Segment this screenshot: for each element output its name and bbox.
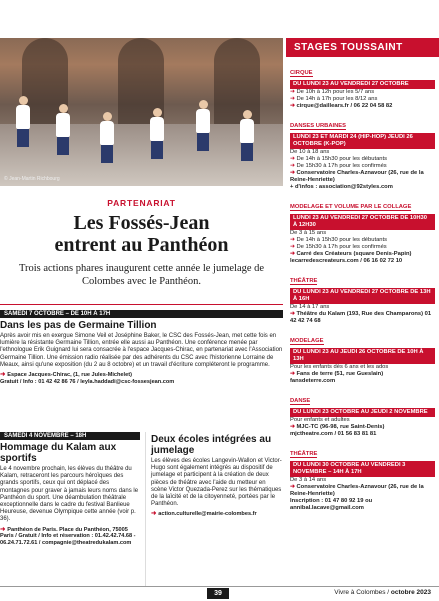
arrow-icon: ➜ bbox=[290, 424, 297, 430]
arrow-icon: ➜ bbox=[290, 89, 297, 95]
arrow-icon: ➜ bbox=[290, 311, 297, 317]
event-body: Après avoir mis en exergue Simone Veil et Joséphine Baker, le CSC des Fossés-Jean, met cette fois en lumière la résistante Germaine Tillion, entrée elle aussi au Panthéon. Une conférence menée par l'ethnologue Erik Guignard lui sera consacrée à l'espace Jacques-Chirac, en partenariat avec l'Association Germaine Tillion. Une émission radio réalisée par des adhérents du CSC avec l'historienne Lorraine de Meaux, ainsi qu'une exposition (du 2 au 8 octobre) et un travail d'écriture compléteront le programme. bbox=[0, 333, 283, 368]
stage-title: THÉÂTRE bbox=[290, 451, 318, 457]
photo-child bbox=[16, 96, 30, 147]
event-info: ➜ Panthéon de Paris. Place du Panthéon, 75005 Paris / Gratuit / Info et réservation : 01.42.42.74.68 - 06.24.71.72.61 / compagnie@theatredukalam.com bbox=[0, 525, 136, 547]
stage-theatre-kalam: THÉÂTRE DU LUNDI 23 AU VENDREDI 27 OCTOBRE DE 13H À 16H De 14 à 17 ans ➜ Théâtre du Kalam (193, Rue des Champarons) 01 42 42 74 68 bbox=[286, 269, 439, 325]
event-body: Le 4 novembre prochain, les élèves du théâtre du Kalam, retraceront les parcours héroïques des grands sportifs, ceux qui ont déplacé des montagnes pour graver à jamais leurs noms dans le Panthéon du sport. Une déambulation théâtrale exceptionnelle dans le cadre du festival Banlieue Heureuse, devenue Olympique cette année (voir p. 36). bbox=[0, 466, 139, 523]
magazine-issue: Vivre à Colombes / octobre 2023 bbox=[334, 589, 431, 596]
event-info: ➜ Espace Jacques-Chirac, (1, rue Jules-Michelet) Gratuit / Info : 01 42 42 86 76 / leyla.haddadi@csc-fossesjean.com bbox=[0, 371, 175, 385]
location-pin-icon: ➜ bbox=[151, 510, 159, 518]
event-contact: Gratuit / Info : 01 42 42 86 76 / leyla.haddadi@csc-fossesjean.com bbox=[0, 378, 175, 385]
event-title: Deux écoles intégrées au jumelage bbox=[151, 434, 272, 456]
stage-cirque: CIRQUE DU LUNDI 23 AU VENDREDI 27 OCTOBRE ➜ De 10h à 12h pour les 5/7 ans ➜ De 14h à 17h pour les 8/12 ans ➜ cirque@daillears.fr / 06 22 04 58 82 bbox=[286, 61, 439, 110]
stage-date-bar: LUNDI 23 ET MARDI 24 (HIP-HOP) JEUDI 26 OCTOBRE (K-POP) bbox=[290, 133, 435, 149]
stage-date-bar: LUNDI 23 AU VENDREDI 27 OCTOBRE DE 10H30 À 12H30 bbox=[290, 214, 435, 230]
event-title: Hommage du Kalam aux sportifs bbox=[0, 442, 117, 464]
event-kalam bbox=[0, 432, 140, 547]
arrow-icon: ➜ bbox=[290, 103, 297, 109]
sidebar-title: STAGES TOUSSAINT bbox=[286, 38, 439, 57]
arrow-icon: ➜ bbox=[290, 251, 297, 257]
event-body: Les élèves des écoles Langevin-Wallon et Victor-Hugo sont également intégrés au dispositif de jumelage et participent à la création de deux pièces de théâtre avec l'aide du metteur en scène Victor Quezada-Perez sur les thématiques de la laïcité et de la citoyenneté, portées par le Panthéon. bbox=[151, 458, 282, 508]
event-tillion bbox=[0, 310, 283, 386]
stage-danses-urbaines: DANSES URBAINES LUNDI 23 ET MARDI 24 (HIP-HOP) JEUDI 26 OCTOBRE (K-POP) De 10 à 18 ans ➜ De 14h à 15h30 pour les débutants ➜ De 15h30 à 17h pour les confirmés ➜ Conservatoire Charles-Aznavour (26, rue de la Reine-Henriette) + d'infos : association@92styles.com bbox=[286, 114, 439, 191]
stage-date-bar: DU LUNDI 23 AU VENDREDI 27 OCTOBRE DE 13H À 16H bbox=[290, 288, 435, 304]
stage-danse: DANSE DU LUNDI 23 OCTOBRE AU JEUDI 2 NOVEMBRE Pour enfants et adultes ➜ MJC-TC (96-98, rue Saint-Denis) mjctheatre.com / 01 56 83 81 81 bbox=[286, 389, 439, 438]
arrow-icon: ➜ bbox=[290, 371, 297, 377]
stage-title: DANSES URBAINES bbox=[290, 123, 347, 129]
stage-title: MODELAGE ET VOLUME PAR LE COLLAGE bbox=[290, 204, 412, 210]
stage-title: THÉÂTRE bbox=[290, 278, 318, 284]
photo-child bbox=[240, 110, 254, 161]
column-divider bbox=[145, 432, 146, 587]
article-standfirst: Trois actions phares inaugurent cette année le jumelage de Colombes avec le Panthéon. bbox=[18, 263, 265, 287]
photo-child bbox=[100, 112, 114, 163]
article-photo bbox=[0, 38, 283, 186]
arrow-icon: ➜ bbox=[290, 156, 297, 162]
article-headline bbox=[0, 212, 283, 256]
event-date-bar: SAMEDI 7 OCTOBRE – DE 10H À 17H bbox=[0, 310, 283, 318]
photo-child bbox=[196, 100, 210, 151]
arrow-icon: ➜ bbox=[290, 237, 297, 243]
photo-credit: © Jean-Martin Richbourg bbox=[4, 176, 60, 182]
stage-title: MODELAGE bbox=[290, 338, 324, 344]
stage-modelage: MODELAGE DU LUNDI 23 AU JEUDI 26 OCTOBRE DE 10H À 13H Pour les enfants dès 6 ans et les ados ➜ Fans de terre (51, rue Gueslain) fansdeterre.com bbox=[286, 329, 439, 385]
divider bbox=[0, 304, 283, 305]
photo-child bbox=[56, 104, 70, 155]
stage-title: CIRQUE bbox=[290, 70, 313, 76]
photo-child bbox=[150, 108, 164, 159]
location-pin-icon: ➜ bbox=[0, 371, 8, 379]
stage-date-bar: DU LUNDI 23 OCTOBRE AU JEUDI 2 NOVEMBRE bbox=[290, 408, 435, 417]
location-pin-icon: ➜ bbox=[0, 525, 8, 533]
arrow-icon: ➜ bbox=[290, 244, 297, 250]
arrow-icon: ➜ bbox=[290, 484, 297, 490]
page-number: 39 bbox=[207, 588, 229, 599]
headline-line-1: Les Fossés-Jean bbox=[73, 212, 210, 234]
stage-date-bar: DU LUNDI 23 AU VENDREDI 27 OCTOBRE bbox=[290, 80, 435, 89]
stage-date-bar: DU LUNDI 23 AU JEUDI 26 OCTOBRE DE 10H À 13H bbox=[290, 348, 435, 364]
event-date-bar: SAMEDI 4 NOVEMBRE – 18H bbox=[0, 432, 140, 440]
stage-date-bar: DU LUNDI 30 OCTOBRE AU VENDREDI 3 NOVEMBRE – 14H À 17H bbox=[290, 461, 435, 477]
page-footer bbox=[0, 586, 439, 601]
event-info: ➜ action.culturelle@mairie-colombes.fr bbox=[151, 510, 257, 518]
stage-title: DANSE bbox=[290, 398, 311, 404]
sidebar-stages bbox=[286, 38, 439, 583]
headline-line-2: entrent au Panthéon bbox=[54, 234, 229, 256]
event-ecoles bbox=[151, 432, 283, 518]
stage-modelage-collage: MODELAGE ET VOLUME PAR LE COLLAGE LUNDI 23 AU VENDREDI 27 OCTOBRE DE 10H30 À 12H30 De 3 à 15 ans ➜ De 14h à 15h30 pour les débutants ➜ De 15h30 à 17h pour les confirmés ➜ Carré des Créateurs (square Denis-Papin) lecarredescreateurs.com / 06 16 02 72 10 bbox=[286, 195, 439, 265]
arrow-icon: ➜ bbox=[290, 163, 297, 169]
stage-theatre-conservatoire: THÉÂTRE DU LUNDI 30 OCTOBRE AU VENDREDI 3 NOVEMBRE – 14H À 17H De 3 à 14 ans ➜ Conservatoire Charles-Aznavour (26, rue de la Reine-Henriette) Inscription : 01 47 80 92 19 ou annibal.lacave@gmail.com bbox=[286, 442, 439, 512]
event-title: Dans les pas de Germaine Tillion bbox=[0, 320, 157, 331]
article-kicker: PARTENARIAT bbox=[107, 198, 176, 208]
arrow-icon: ➜ bbox=[290, 170, 297, 176]
arrow-icon: ➜ bbox=[290, 96, 297, 102]
